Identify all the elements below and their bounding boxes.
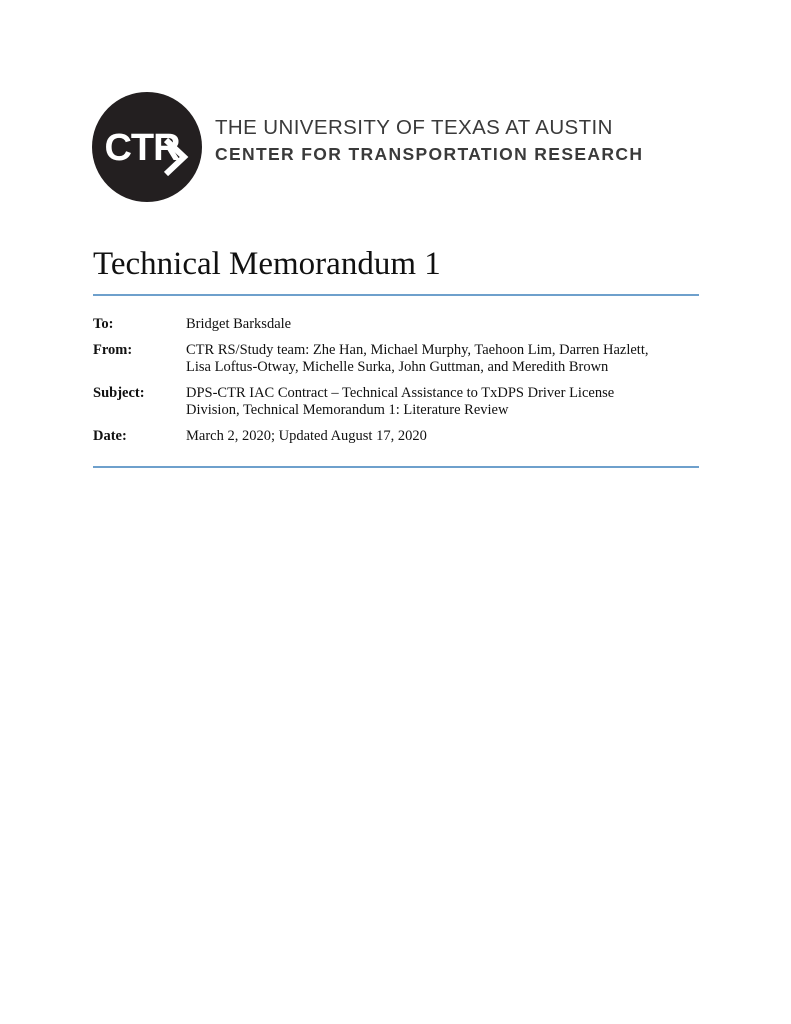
field-to bbox=[93, 316, 699, 333]
field-value-to bbox=[186, 316, 699, 333]
bottom-divider bbox=[93, 466, 699, 468]
organization-name bbox=[215, 116, 655, 166]
field-label-from: From: bbox=[93, 342, 133, 358]
field-value-line: Lisa Loftus-Otway, Michelle Surka, John Guttman, and Meredith Brown bbox=[186, 359, 609, 375]
field-value-line: Division, Technical Memorandum 1: Literature Review bbox=[186, 402, 509, 418]
field-value-from bbox=[186, 342, 699, 376]
memo-title: Technical Memorandum 1 bbox=[93, 246, 441, 282]
university-name: THE UNIVERSITY OF TEXAS AT AUSTIN bbox=[215, 116, 613, 139]
top-divider bbox=[93, 294, 699, 296]
field-date bbox=[93, 428, 699, 445]
field-subject bbox=[93, 385, 699, 419]
field-value-line: DPS-CTR IAC Contract – Technical Assistance to TxDPS Driver License bbox=[186, 385, 615, 401]
ctr-logo bbox=[92, 92, 652, 204]
field-value-subject bbox=[186, 385, 699, 419]
ctr-logo-mark-icon bbox=[92, 92, 202, 202]
center-name: CENTER FOR TRANSPORTATION RESEARCH bbox=[215, 144, 644, 164]
field-label-subject: Subject: bbox=[93, 385, 145, 401]
memo-header-fields bbox=[93, 316, 699, 454]
field-value-line: March 2, 2020; Updated August 17, 2020 bbox=[186, 428, 427, 444]
field-value-line: Bridget Barksdale bbox=[186, 316, 292, 332]
logo-mark-text: CTR bbox=[104, 127, 180, 169]
field-label-date: Date: bbox=[93, 428, 127, 444]
field-label-to: To: bbox=[93, 316, 114, 332]
field-from bbox=[93, 342, 699, 376]
field-value-line: CTR RS/Study team: Zhe Han, Michael Murphy, Taehoon Lim, Darren Hazlett, bbox=[186, 342, 649, 358]
field-value-date bbox=[186, 428, 699, 445]
